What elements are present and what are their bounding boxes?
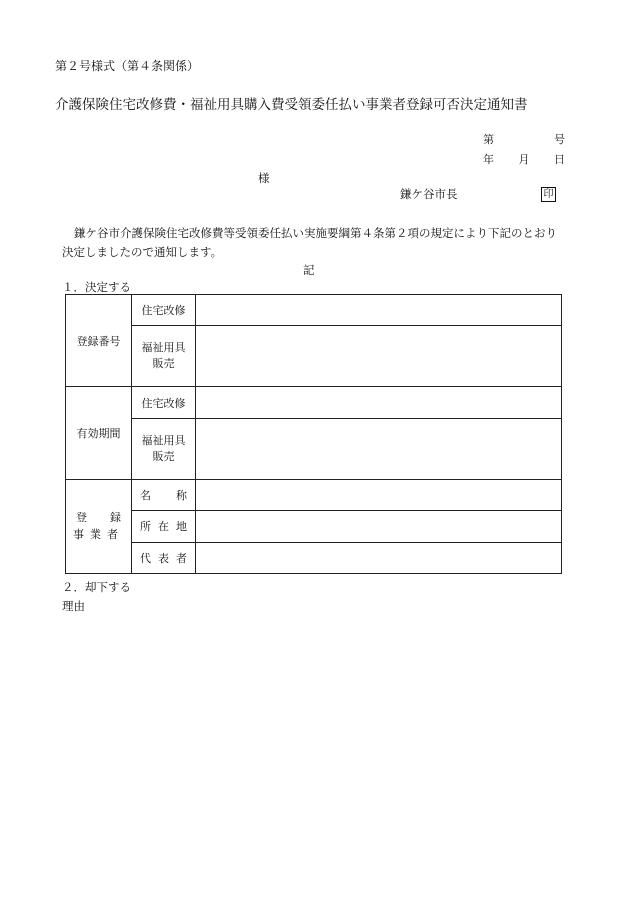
char: 所	[140, 520, 151, 534]
char: 者	[176, 551, 187, 565]
welfare-equipment-label	[132, 326, 196, 387]
date-month: 月	[518, 153, 530, 166]
section-decided: １．決定する	[62, 280, 131, 294]
seal-mark: 印	[541, 187, 556, 202]
char: 称	[176, 488, 187, 502]
registration-table	[65, 294, 562, 574]
registered-business-line2: 事業者	[73, 528, 124, 542]
table-row	[66, 387, 562, 418]
section-rejected: ２．却下する	[62, 580, 131, 594]
notice-number	[483, 131, 565, 147]
char: 登	[76, 511, 87, 525]
char: 表	[158, 551, 169, 565]
form-number: 第２号様式（第４条関係）	[55, 59, 200, 73]
welfare-equipment-label-line2: 販売	[152, 357, 175, 371]
ki-heading: 記	[303, 263, 315, 277]
welfare-equipment-label-line1: 福祉用具	[141, 341, 186, 355]
business-name-label	[132, 479, 196, 510]
welfare-equipment-label-line1: 福祉用具	[141, 433, 186, 447]
welfare-equipment-label-line2: 販売	[152, 449, 175, 463]
validity-period-housing-field[interactable]	[196, 387, 562, 418]
table-row	[66, 418, 562, 479]
registered-business-label	[66, 479, 132, 573]
reason-label: 理由	[62, 599, 85, 613]
table-row	[66, 511, 562, 542]
representative-label	[132, 542, 196, 573]
char: 録	[110, 511, 121, 525]
notice-body-text: 鎌ケ谷市介護保険住宅改修費等受領委任払い実施要綱第４条第２項の規定により下記のとおり決定しましたので通知します。	[62, 226, 557, 259]
registered-business-line1	[66, 509, 131, 526]
table-row	[66, 295, 562, 326]
business-name-chars	[132, 487, 195, 503]
char: 名	[140, 488, 151, 502]
validity-period-welfare-field[interactable]	[196, 418, 562, 479]
address-field[interactable]	[196, 511, 562, 542]
date-day: 日	[554, 153, 565, 166]
notice-number-prefix: 第	[483, 133, 494, 146]
welfare-equipment-label	[132, 418, 196, 479]
business-name-field[interactable]	[196, 479, 562, 510]
address-label	[132, 511, 196, 542]
char: 在	[158, 520, 169, 534]
housing-renovation-label: 住宅改修	[132, 295, 196, 326]
date-year: 年	[483, 153, 494, 166]
char: 代	[140, 551, 151, 565]
table-row	[66, 479, 562, 510]
validity-period-label: 有効期間	[66, 387, 132, 479]
issuer-name: 鎌ケ谷市長	[400, 187, 458, 201]
registration-number-welfare-field[interactable]	[196, 326, 562, 387]
document-title: 介護保険住宅改修費・福祉用具購入費受領委任払い事業者登録可否決定通知書	[55, 97, 528, 113]
housing-renovation-label: 住宅改修	[132, 387, 196, 418]
address-chars	[132, 518, 195, 534]
notice-date	[483, 151, 565, 167]
registration-number-housing-field[interactable]	[196, 295, 562, 326]
representative-field[interactable]	[196, 542, 562, 573]
table-row	[66, 542, 562, 573]
char: 地	[176, 520, 187, 534]
registration-number-label: 登録番号	[66, 295, 132, 387]
addressee-suffix: 様	[258, 171, 270, 185]
representative-chars	[132, 550, 195, 566]
notice-number-suffix: 号	[554, 133, 565, 146]
table-row	[66, 326, 562, 387]
